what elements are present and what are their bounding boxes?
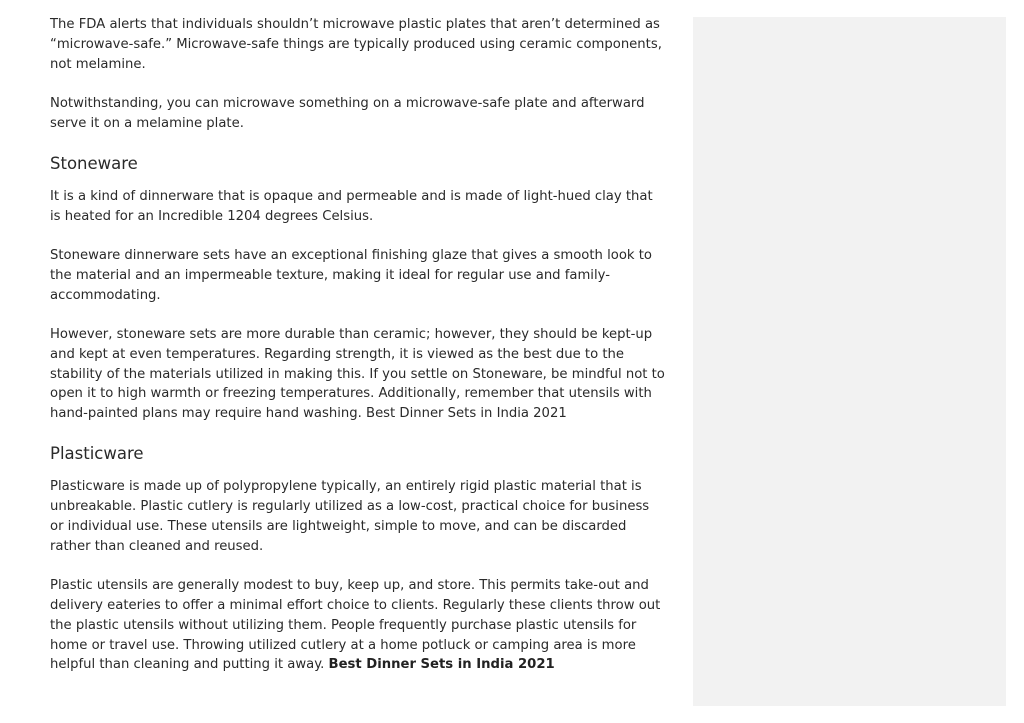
article-content bbox=[50, 15, 665, 695]
paragraph-stoneware-definition: It is a kind of dinnerware that is opaque and permeable and is made of light-hued clay that is heated for an Incredible 1204 degrees Celsius. bbox=[50, 188, 653, 224]
paragraph-stoneware-durability: However, stoneware sets are more durable than ceramic; however, they should be kept-up and kept at even temperatures. Regarding strength, it is viewed as the best due to the stability of the materials utilized in making this. If you settle on Stoneware, be mindful not to open it to high warmth or freezing temperatures. Additionally, remember that utensils with hand-painted plans may require hand washing. Best Dinner Sets in India 2021 bbox=[50, 326, 665, 422]
heading-stoneware: Stoneware bbox=[50, 153, 138, 173]
paragraph-microwave-serve: Notwithstanding, you can microwave something on a microwave-safe plate and afterward serve it on a melamine plate. bbox=[50, 95, 645, 131]
paragraph-plastic-utensils bbox=[50, 576, 665, 675]
paragraph-stoneware-glaze: Stoneware dinnerware sets have an exceptional finishing glaze that gives a smooth look to the material and an impermeable texture, making it ideal for regular use and family-accommodating. bbox=[50, 248, 652, 303]
heading-plasticware: Plasticware bbox=[50, 444, 144, 464]
best-dinner-sets-link[interactable]: Best Dinner Sets in India 2021 bbox=[328, 657, 555, 673]
paragraph-plasticware-definition: Plasticware is made up of polypropylene typically, an entirely rigid plastic material that is unbreakable. Plastic cutlery is regularly utilized as a low-cost, practical choice for business or individual use. These utensils are lightweight, simple to move, and can be discarded rather than cleaned and reused. bbox=[50, 479, 650, 554]
paragraph-plastic-utensils-text: Plastic utensils are generally modest to buy, keep up, and store. This permits take-out and delivery eateries to offer a minimal effort choice to clients. Regularly these clients throw out the plastic utensils without utilizing them. People frequently purchase plastic utensils for home or travel use. Throwing utilized cutlery at a home potluck or camping area is more helpful than cleaning and putting it away. bbox=[50, 578, 661, 673]
paragraph-fda-alert: The FDA alerts that individuals shouldn’t microwave plastic plates that aren’t determined as “microwave-safe.” Microwave-safe things are typically produced using ceramic components, not melamine. bbox=[50, 17, 662, 72]
sidebar-ad-placeholder bbox=[693, 17, 1006, 706]
